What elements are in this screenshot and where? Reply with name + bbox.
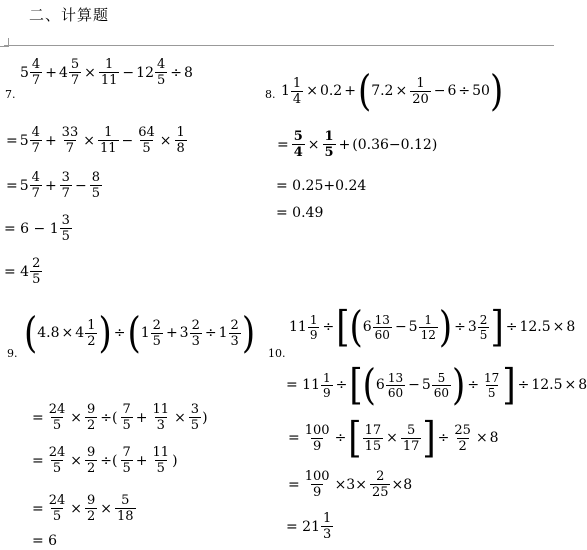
problem-8-answer: = 0.49: [276, 205, 324, 221]
problem-7-step-1: = 5 $\frac{4}{7}$ + $\frac{33}{7}$ × $\frac{1}{11}$ − $\frac{64}{5}$ × $\frac{1}{8}$: [6, 125, 185, 156]
problem-9-step-2: = $\frac{24}{5}$ × $\frac{9}{2}$ ÷( $\frac{7}{5}$ + $\frac{11}{5}$ ): [32, 445, 178, 476]
header-divider: [4, 45, 554, 46]
problem-label-8: 8.: [265, 88, 276, 101]
problem-10-answer: = 21 $\frac{1}{3}$: [286, 511, 332, 542]
problem-label-9: 9.: [7, 347, 18, 360]
problem-10-step-1: = 11 $\frac{1}{9}$ ÷ [ ( 6 $\frac{13}{60}$ − 5 $\frac{5}{60}$ ) ÷ $\frac{17}{5}$ ] ÷ 12.5 × 8: [286, 360, 587, 410]
problem-9-step-3: = $\frac{24}{5}$ × $\frac{9}{2}$ × $\frac{5}{18}$: [32, 493, 134, 524]
section-title: 二、计算题: [29, 6, 110, 24]
problem-9-answer: = 6: [32, 533, 58, 549]
problem-9-step-1: = $\frac{24}{5}$ × $\frac{9}{2}$ ÷( $\frac{7}{5}$ + $\frac{11}{3}$ × $\frac{3}{5}$ ): [32, 402, 208, 433]
problem-8-expression: 1 $\frac{1}{4}$ × 0.2 + ( 7.2 × $\frac{1}{20}$ − 6 ÷ 50 ): [281, 66, 504, 116]
problem-8-step-2: = 0.25+0.24: [276, 178, 367, 194]
problem-label-10: 10.: [268, 347, 286, 360]
problem-7-expression: 5 $\frac{4}{7}$ + 4 $\frac{5}{7}$ × $\frac{1}{11}$ − 12 $\frac{4}{5}$ ÷ 8: [20, 57, 193, 88]
problem-8-step-1: = $\frac{5}{4}$ × $\frac{1}{5}$ + (0.36−0.12): [277, 129, 438, 160]
problem-10-expression: 11 $\frac{1}{9}$ ÷ [ ( 6 $\frac{13}{60}$ − 5 $\frac{1}{12}$ ) ÷ 3 $\frac{2}{5}$ ] ÷ 12.5 × 8: [289, 302, 576, 352]
problem-7-step-2: = 5 $\frac{4}{7}$ + $\frac{3}{7}$ − $\frac{8}{5}$: [6, 170, 100, 201]
problem-label-7: 7.: [5, 88, 16, 101]
problem-10-step-2: = $\frac{100}{9}$ ÷ [ $\frac{17}{15}$ × $\frac{5}{17}$ ] ÷ $\frac{25}{2}$ × 8: [288, 413, 499, 463]
problem-9-expression: ( 4.8 × 4 $\frac{1}{2}$ ) ÷ ( 1 $\frac{2}{5}$ + 3 $\frac{2}{3}$ ÷ 1 $\frac{2}{3}$ ): [24, 308, 256, 358]
problem-7-step-3: = 6 − 1 $\frac{3}{5}$: [4, 213, 70, 244]
problem-10-step-3: = $\frac{100}{9}$ ×3× $\frac{2}{25}$ ×8: [288, 469, 413, 500]
problem-7-answer: = 4 $\frac{2}{5}$: [4, 256, 41, 287]
